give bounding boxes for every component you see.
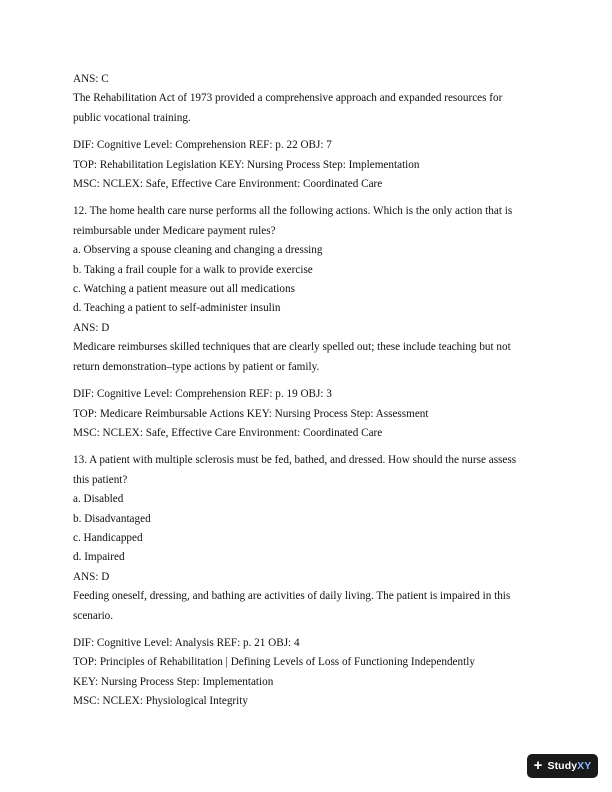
answer-line: ANS: C xyxy=(73,73,109,85)
option-d: d. Teaching a patient to self-administer insulin xyxy=(73,302,281,315)
meta-line: DIF: Cognitive Level: Comprehension REF: p. 22 OBJ: 7 xyxy=(73,139,332,152)
rationale-line: Feeding oneself, dressing, and bathing are activities of daily living. The patient is impaired in this xyxy=(73,590,511,603)
rationale-line: The Rehabilitation Act of 1973 provided a comprehensive approach and expanded resources for xyxy=(73,92,503,105)
option-b: b. Taking a frail couple for a walk to provide exercise xyxy=(73,263,313,276)
meta-line: MSC: NCLEX: Safe, Effective Care Environment: Coordinated Care xyxy=(73,178,383,191)
option-a: a. Observing a spouse cleaning and changing a dressing xyxy=(73,244,323,257)
meta-line: KEY: Nursing Process Step: Implementation xyxy=(73,675,274,688)
meta-line: MSC: NCLEX: Safe, Effective Care Environment: Coordinated Care xyxy=(73,426,383,439)
meta-line: TOP: Principles of Rehabilitation | Defining Levels of Loss of Functioning Independently xyxy=(73,656,475,669)
option-a: a. Disabled xyxy=(73,493,124,506)
meta-line: DIF: Cognitive Level: Comprehension REF: p. 19 OBJ: 3 xyxy=(73,388,332,401)
question-12 xyxy=(73,202,543,377)
meta-line: TOP: Rehabilitation Legislation KEY: Nursing Process Step: Implementation xyxy=(73,158,420,171)
question-13 xyxy=(73,451,543,626)
rationale-line: return demonstration–type actions by patient or family. xyxy=(73,360,320,373)
meta-line: TOP: Medicare Reimbursable Actions KEY: Nursing Process Step: Assessment xyxy=(73,407,429,420)
meta-line: MSC: NCLEX: Physiological Integrity xyxy=(73,695,248,708)
option-c: c. Watching a patient measure out all medications xyxy=(73,283,295,296)
option-c: c. Handicapped xyxy=(73,531,143,544)
document-page xyxy=(73,70,543,712)
answer-line: ANS: D xyxy=(73,321,110,334)
meta-block-12 xyxy=(73,385,543,443)
question-stem-line: 12. The home health care nurse performs all the following actions. Which is the only action that is xyxy=(73,205,513,218)
plus-icon: + xyxy=(533,757,543,774)
meta-block-13 xyxy=(73,634,543,712)
rationale-line: Medicare reimburses skilled techniques that are clearly spelled out; these include teaching but not xyxy=(73,341,511,354)
rationale-line: scenario. xyxy=(73,609,114,622)
rationale-line: public vocational training. xyxy=(73,111,191,124)
meta-line: DIF: Cognitive Level: Analysis REF: p. 21 OBJ: 4 xyxy=(73,636,300,649)
question-stem-line: reimbursable under Medicare payment rules? xyxy=(73,224,276,237)
brand-logo: StudyXY xyxy=(547,760,592,772)
answer-line: ANS: D xyxy=(73,570,110,583)
studyxy-badge[interactable] xyxy=(527,754,598,778)
meta-block-11 xyxy=(73,136,543,194)
question-stem-line: this patient? xyxy=(73,473,128,486)
option-b: b. Disadvantaged xyxy=(73,512,151,525)
question-stem-line: 13. A patient with multiple sclerosis must be fed, bathed, and dressed. How should the nurse assess xyxy=(73,454,517,467)
answer-block-11 xyxy=(73,70,543,128)
option-d: d. Impaired xyxy=(73,551,125,564)
